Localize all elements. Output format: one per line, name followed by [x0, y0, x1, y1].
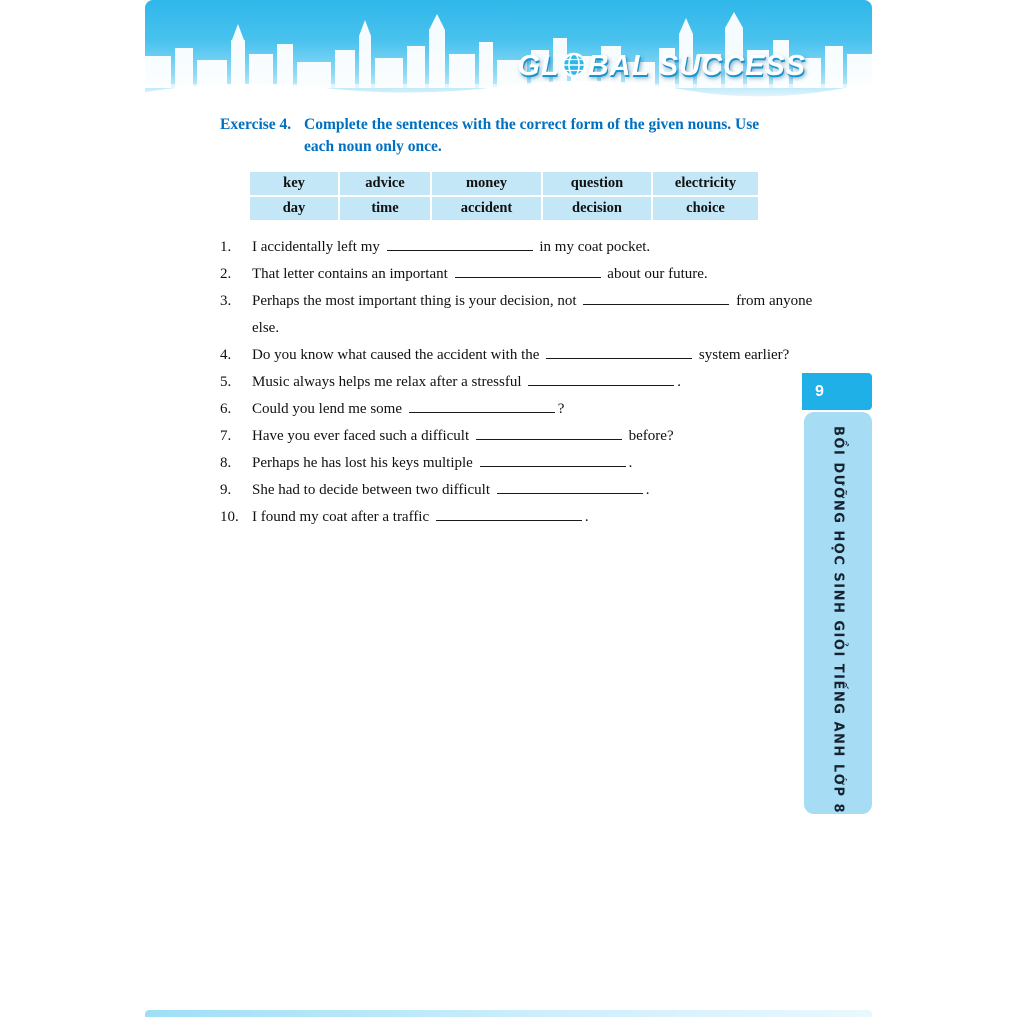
sentence-post: from anyone else.: [252, 293, 813, 336]
sentence-post: in my coat pocket.: [535, 239, 651, 255]
footer-decoration: [145, 1010, 872, 1017]
answer-blank: [455, 265, 601, 278]
sentence-number: 3.: [220, 293, 232, 309]
sentence-number: 6.: [220, 401, 232, 417]
sentence-number: 10.: [220, 509, 239, 525]
word-cell: choice: [653, 197, 758, 220]
word-bank-table: [248, 170, 760, 222]
document-page: [145, 0, 872, 1017]
sentence-pre: Could you lend me some: [252, 401, 406, 417]
word-bank-row: [250, 197, 758, 220]
answer-blank: [480, 454, 626, 467]
header-banner: [145, 0, 872, 102]
sentence-text: [252, 234, 814, 261]
sentence-item: [220, 288, 872, 342]
sentence-text: [252, 369, 814, 396]
sentence-item: [220, 504, 872, 531]
sentence-post: about our future.: [603, 266, 708, 282]
sentence-text: [252, 504, 814, 531]
sentence-pre: That letter contains an important: [252, 266, 452, 282]
sentence-item: [220, 234, 872, 261]
globe-icon: [561, 52, 587, 78]
instruction-line-1: Complete the sentences with the correct form of the given nouns. Use: [304, 116, 760, 133]
answer-blank: [476, 427, 622, 440]
sentence-pre: Perhaps he has lost his keys multiple: [252, 455, 477, 471]
exercise-instructions: [304, 114, 805, 158]
word-cell: electricity: [653, 172, 758, 195]
sentence-item: [220, 423, 872, 450]
sentence-post: .: [584, 509, 589, 525]
sentence-pre: Perhaps the most important thing is your decision, not: [252, 293, 581, 309]
sentence-post: .: [677, 374, 681, 390]
sentence-post: ?: [557, 401, 565, 417]
page-number-tab: [802, 373, 872, 410]
sentence-item: [220, 369, 872, 396]
sentence-post: system earlier?: [695, 347, 790, 363]
sentence-number: 2.: [220, 266, 232, 282]
instruction-line-2: each noun only once.: [304, 138, 442, 155]
sentence-text: [252, 477, 814, 504]
page-number: 9: [815, 382, 824, 400]
answer-blank: [436, 508, 582, 521]
sentence-pre: Have you ever faced such a difficult: [252, 428, 473, 444]
word-cell: key: [250, 172, 338, 195]
sentence-pre: I found my coat after a traffic: [252, 509, 433, 525]
series-title-vertical: BỒI DƯỠNG HỌC SINH GIỎI TIẾNG ANH LỚP 8: [830, 426, 846, 815]
word-cell: time: [340, 197, 430, 220]
answer-blank: [583, 292, 729, 305]
sentence-text: [252, 396, 814, 423]
sentence-item: [220, 261, 872, 288]
exercise-label: Exercise 4.: [220, 116, 292, 133]
sentence-post: before?: [624, 428, 674, 444]
sentence-item: [220, 396, 872, 423]
sentence-text: [252, 450, 814, 477]
answer-blank: [546, 346, 692, 359]
exercise-heading: [220, 114, 805, 158]
sentence-pre: I accidentally left my: [252, 239, 384, 255]
sentence-post: .: [645, 482, 650, 498]
word-cell: advice: [340, 172, 430, 195]
sentence-number: 7.: [220, 428, 232, 444]
global-success-logo: [517, 50, 806, 83]
sentence-number: 4.: [220, 347, 232, 363]
sentence-pre: Do you know what caused the accident with the: [252, 347, 544, 363]
sentence-number: 1.: [220, 239, 232, 255]
word-cell: day: [250, 197, 338, 220]
answer-blank: [528, 373, 674, 386]
word-cell: money: [432, 172, 541, 195]
word-cell: accident: [432, 197, 541, 220]
sentence-item: [220, 477, 872, 504]
series-sidebar: [804, 412, 872, 814]
answer-blank: [409, 400, 555, 413]
sentence-number: 5.: [220, 374, 232, 390]
sentence-text: [252, 342, 814, 369]
sentence-text: [252, 423, 814, 450]
logo-text-left: GL: [517, 50, 560, 82]
word-bank-row: [250, 172, 758, 195]
sentence-post: .: [628, 455, 633, 471]
word-cell: question: [543, 172, 651, 195]
answer-blank: [497, 481, 643, 494]
sentence-number: 9.: [220, 482, 232, 498]
sentence-number: 8.: [220, 455, 232, 471]
word-cell: decision: [543, 197, 651, 220]
sentence-text: [252, 261, 814, 288]
sentence-pre: Music always helps me relax after a stressful: [252, 374, 526, 390]
logo-text-right: BAL SUCCESS: [587, 50, 806, 82]
sentence-item: [220, 450, 872, 477]
sentence-text: [252, 288, 814, 342]
sentence-item: [220, 342, 872, 369]
answer-blank: [387, 238, 533, 251]
sentence-pre: She had to decide between two difficult: [252, 482, 494, 498]
sentence-list: [220, 234, 872, 531]
